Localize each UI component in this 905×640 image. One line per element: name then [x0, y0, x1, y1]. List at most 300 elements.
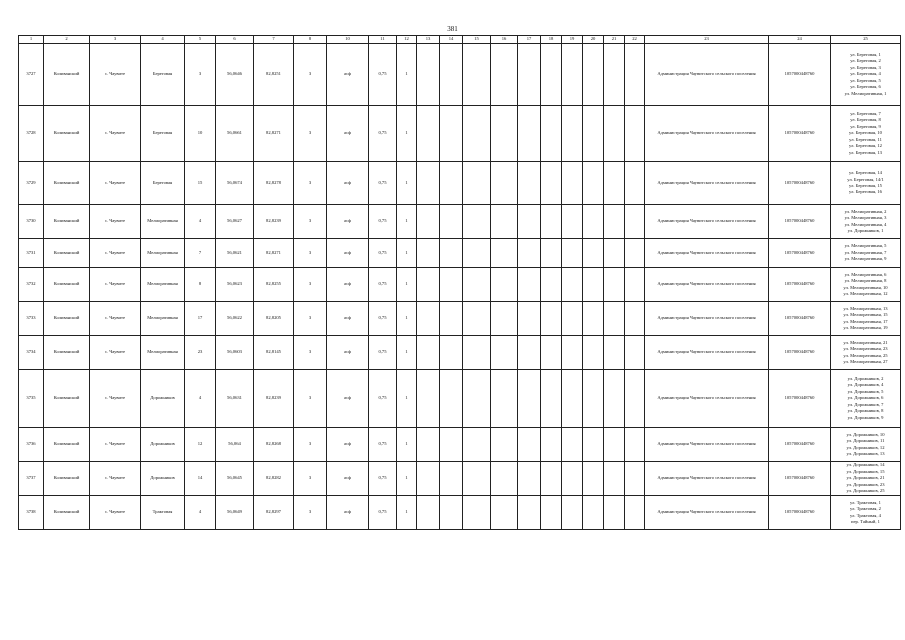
- cell-addresses: [831, 462, 901, 496]
- table-row: [19, 302, 901, 336]
- cell-empty: [417, 496, 440, 530]
- cell-house: 15: [185, 162, 216, 205]
- cell-empty: [417, 462, 440, 496]
- cell-organization: Администрация Чаувитского сельского поселения: [645, 205, 769, 239]
- cell-c8: 3: [294, 205, 327, 239]
- cell-empty: [417, 239, 440, 268]
- cell-num: 3731: [19, 239, 44, 268]
- address-line: ул. Береговая, 1: [850, 52, 881, 58]
- cell-c8: 3: [294, 370, 327, 428]
- cell-empty: [440, 106, 463, 162]
- cell-locality: с. Чаувите: [90, 44, 141, 106]
- cell-lat: 56,0646: [216, 44, 254, 106]
- cell-locality: с. Чаувите: [90, 205, 141, 239]
- table-row: [19, 496, 901, 530]
- cell-empty: [562, 496, 583, 530]
- cell-lon: 82,8251: [254, 44, 294, 106]
- column-header: 24: [769, 36, 831, 44]
- address-line: пер. Тайный, 1: [851, 518, 880, 524]
- cell-empty: [583, 239, 604, 268]
- cell-street: Береговая: [141, 162, 185, 205]
- cell-empty: [583, 268, 604, 302]
- cell-empty: [541, 428, 562, 462]
- cell-empty: [604, 336, 625, 370]
- cell-street: Береговая: [141, 44, 185, 106]
- cell-c10: асф: [327, 205, 369, 239]
- cell-c8: 3: [294, 106, 327, 162]
- address-line: ул. Береговая, 15: [849, 183, 882, 188]
- address-line: ул. Дорожников, 14: [846, 462, 885, 468]
- cell-addresses: [831, 428, 901, 462]
- cell-empty: [562, 44, 583, 106]
- column-header: 23: [645, 36, 769, 44]
- address-line: ул. Береговая, 7: [850, 111, 881, 117]
- column-header: 2: [44, 36, 90, 44]
- address-line: ул. Дорожников, 8: [847, 408, 884, 414]
- cell-empty: [518, 370, 541, 428]
- cell-c10: асф: [327, 496, 369, 530]
- address-line: ул. Дорожников, 25: [846, 488, 885, 494]
- cell-c11: 0,75: [369, 205, 397, 239]
- cell-num: 3728: [19, 106, 44, 162]
- cell-empty: [604, 239, 625, 268]
- table-row: [19, 44, 901, 106]
- cell-empty: [440, 162, 463, 205]
- column-header: 10: [327, 36, 369, 44]
- cell-organization: Администрация Чаувитского сельского поселения: [645, 496, 769, 530]
- cell-empty: [625, 205, 645, 239]
- address-line: ул. Береговая, 8: [850, 117, 881, 123]
- cell-empty: [491, 44, 518, 106]
- cell-c8: 3: [294, 302, 327, 336]
- cell-empty: [440, 239, 463, 268]
- cell-empty: [562, 302, 583, 336]
- table-row: [19, 162, 901, 205]
- cell-c11: 0,75: [369, 336, 397, 370]
- cell-empty: [518, 162, 541, 205]
- cell-num: 3730: [19, 205, 44, 239]
- cell-empty: [541, 239, 562, 268]
- column-header: 17: [518, 36, 541, 44]
- cell-locality: с. Чаувите: [90, 239, 141, 268]
- address-line: ул. Дорожников, 7: [847, 401, 884, 407]
- cell-c10: асф: [327, 162, 369, 205]
- cell-empty: [562, 268, 583, 302]
- cell-empty: [463, 370, 491, 428]
- address-line: ул. Дорожников, 4: [847, 382, 884, 388]
- cell-empty: [583, 205, 604, 239]
- cell-empty: [604, 44, 625, 106]
- cell-lat: 56,0623: [216, 268, 254, 302]
- cell-c8: 3: [294, 268, 327, 302]
- address-line: ул. Береговая, 16: [849, 189, 882, 195]
- cell-locality: с. Чаувите: [90, 336, 141, 370]
- cell-lat: 56,0645: [216, 462, 254, 496]
- cell-c8: 3: [294, 162, 327, 205]
- cell-house: 23: [185, 336, 216, 370]
- cell-district: Коливанский: [44, 162, 90, 205]
- cell-ogrn: 1057000448760: [769, 106, 831, 162]
- cell-empty: [625, 370, 645, 428]
- cell-empty: [491, 268, 518, 302]
- cell-district: Коливанский: [44, 302, 90, 336]
- cell-empty: [541, 268, 562, 302]
- cell-street: Мелиоративная: [141, 205, 185, 239]
- cell-c12: 1: [397, 162, 417, 205]
- page-number: 381: [447, 25, 458, 33]
- cell-locality: с. Чаувите: [90, 496, 141, 530]
- cell-locality: с. Чаувите: [90, 106, 141, 162]
- cell-empty: [491, 162, 518, 205]
- address-line: ул. Мелиоративная, 10: [843, 284, 888, 290]
- cell-empty: [583, 106, 604, 162]
- cell-street: Трактовая: [141, 496, 185, 530]
- cell-c12: 1: [397, 205, 417, 239]
- cell-c8: 3: [294, 44, 327, 106]
- cell-lon: 82,8255: [254, 268, 294, 302]
- cell-addresses: [831, 44, 901, 106]
- cell-addresses: [831, 496, 901, 530]
- cell-house: 14: [185, 462, 216, 496]
- cell-ogrn: 1057000448760: [769, 302, 831, 336]
- cell-empty: [463, 336, 491, 370]
- cell-locality: с. Чаувите: [90, 462, 141, 496]
- cell-empty: [562, 106, 583, 162]
- cell-c11: 0,75: [369, 106, 397, 162]
- address-line: ул. Береговая, 6: [850, 84, 881, 90]
- cell-empty: [583, 462, 604, 496]
- cell-ogrn: 1057000448760: [769, 428, 831, 462]
- cell-ogrn: 1057000448760: [769, 370, 831, 428]
- column-header: 4: [141, 36, 185, 44]
- cell-locality: с. Чаувите: [90, 428, 141, 462]
- cell-district: Коливанский: [44, 428, 90, 462]
- cell-organization: Администрация Чаувитского сельского поселения: [645, 268, 769, 302]
- table-row: [19, 205, 901, 239]
- cell-empty: [440, 205, 463, 239]
- address-line: ул. Дорожников, 12: [846, 444, 885, 450]
- cell-c10: асф: [327, 268, 369, 302]
- cell-empty: [463, 162, 491, 205]
- cell-c12: 1: [397, 428, 417, 462]
- cell-lat: 56,0622: [216, 302, 254, 336]
- cell-lon: 82,8239: [254, 205, 294, 239]
- cell-c8: 3: [294, 239, 327, 268]
- cell-organization: Администрация Чаувитского сельского поселения: [645, 462, 769, 496]
- table-row: [19, 370, 901, 428]
- table-row: [19, 239, 901, 268]
- cell-empty: [625, 496, 645, 530]
- cell-house: 4: [185, 370, 216, 428]
- address-line: ул. Мелиоративная, 9: [844, 256, 887, 262]
- cell-empty: [417, 336, 440, 370]
- cell-street: Мелиоративная: [141, 268, 185, 302]
- cell-empty: [541, 162, 562, 205]
- address-line: ул. Дорожников, 9: [847, 414, 884, 420]
- cell-c12: 1: [397, 239, 417, 268]
- cell-empty: [463, 239, 491, 268]
- address-line: ул. Дорожников, 15: [846, 468, 885, 474]
- cell-empty: [625, 462, 645, 496]
- cell-addresses: [831, 302, 901, 336]
- address-line: ул. Трактовая, 1: [850, 499, 881, 505]
- cell-empty: [604, 205, 625, 239]
- cell-empty: [541, 496, 562, 530]
- cell-empty: [518, 496, 541, 530]
- cell-empty: [417, 268, 440, 302]
- cell-lat: 56,0674: [216, 162, 254, 205]
- cell-c11: 0,75: [369, 496, 397, 530]
- column-header: 13: [417, 36, 440, 44]
- cell-empty: [440, 268, 463, 302]
- cell-num: 3732: [19, 268, 44, 302]
- address-line: ул. Дорожников, 23: [846, 481, 885, 487]
- cell-c12: 1: [397, 44, 417, 106]
- address-line: ул. Дорожников, 11: [846, 438, 885, 444]
- cell-empty: [604, 496, 625, 530]
- cell-empty: [463, 205, 491, 239]
- cell-lon: 82,8239: [254, 370, 294, 428]
- cell-empty: [440, 370, 463, 428]
- cell-organization: Администрация Чаувитского сельского поселения: [645, 44, 769, 106]
- cell-street: Дорожников: [141, 370, 185, 428]
- cell-c10: асф: [327, 302, 369, 336]
- cell-empty: [518, 268, 541, 302]
- address-line: ул. Береговая, 2: [850, 58, 881, 64]
- cell-empty: [417, 106, 440, 162]
- cell-street: Мелиоративная: [141, 239, 185, 268]
- cell-c11: 0,75: [369, 239, 397, 268]
- cell-num: 3733: [19, 302, 44, 336]
- cell-empty: [440, 44, 463, 106]
- table-row: [19, 106, 901, 162]
- cell-organization: Администрация Чаувитского сельского поселения: [645, 239, 769, 268]
- cell-num: 3729: [19, 162, 44, 205]
- column-header: 3: [90, 36, 141, 44]
- column-header: 21: [604, 36, 625, 44]
- cell-district: Коливанский: [44, 268, 90, 302]
- cell-lat: 56,0621: [216, 239, 254, 268]
- address-line: ул. Береговая, 9: [850, 123, 881, 129]
- cell-lon: 82,8271: [254, 239, 294, 268]
- cell-c12: 1: [397, 462, 417, 496]
- cell-empty: [604, 428, 625, 462]
- cell-addresses: [831, 106, 901, 162]
- cell-empty: [541, 106, 562, 162]
- cell-district: Коливанский: [44, 496, 90, 530]
- address-line: ул. Мелиоративная, 13: [843, 305, 888, 311]
- cell-ogrn: 1057000448760: [769, 268, 831, 302]
- cell-empty: [625, 239, 645, 268]
- address-line: ул. Дорожников, 2: [847, 376, 884, 382]
- address-line: ул. Береговая, 3: [850, 64, 881, 70]
- cell-house: 3: [185, 44, 216, 106]
- cell-locality: с. Чаувите: [90, 162, 141, 205]
- address-line: ул. Береговая, 5: [850, 77, 881, 83]
- cell-empty: [491, 370, 518, 428]
- address-line: ул. Мелиоративная, 19: [843, 324, 888, 330]
- cell-lon: 82,8282: [254, 462, 294, 496]
- cell-c12: 1: [397, 370, 417, 428]
- cell-empty: [518, 462, 541, 496]
- cell-empty: [562, 239, 583, 268]
- cell-num: 3736: [19, 428, 44, 462]
- cell-empty: [541, 302, 562, 336]
- cell-c10: асф: [327, 44, 369, 106]
- cell-organization: Администрация Чаувитского сельского поселения: [645, 428, 769, 462]
- registry-table: [18, 35, 901, 530]
- cell-c10: асф: [327, 336, 369, 370]
- column-header: 25: [831, 36, 901, 44]
- cell-c11: 0,75: [369, 428, 397, 462]
- address-line: ул. Береговая, 10: [849, 130, 882, 136]
- cell-lon: 82,8145: [254, 336, 294, 370]
- address-line: ул. Мелиоративная, 15: [843, 312, 888, 318]
- cell-empty: [583, 302, 604, 336]
- cell-ogrn: 1057000448760: [769, 336, 831, 370]
- cell-num: 3734: [19, 336, 44, 370]
- cell-locality: с. Чаувите: [90, 370, 141, 428]
- cell-c8: 3: [294, 496, 327, 530]
- cell-house: 4: [185, 205, 216, 239]
- cell-c12: 1: [397, 106, 417, 162]
- cell-addresses: [831, 205, 901, 239]
- cell-house: 8: [185, 268, 216, 302]
- column-header: 20: [583, 36, 604, 44]
- cell-district: Коливанский: [44, 370, 90, 428]
- column-header: 19: [562, 36, 583, 44]
- address-line: ул. Дорожников, 13: [846, 450, 885, 456]
- cell-empty: [625, 162, 645, 205]
- cell-empty: [518, 428, 541, 462]
- cell-empty: [491, 336, 518, 370]
- cell-empty: [440, 462, 463, 496]
- cell-empty: [583, 428, 604, 462]
- cell-ogrn: 1057000448760: [769, 496, 831, 530]
- cell-organization: Администрация Чаувитского сельского поселения: [645, 162, 769, 205]
- cell-street: Дорожников: [141, 462, 185, 496]
- address-line: ул. Мелиоративная, 4: [844, 221, 887, 227]
- cell-empty: [463, 106, 491, 162]
- column-header: 7: [254, 36, 294, 44]
- table-row: [19, 428, 901, 462]
- cell-empty: [562, 336, 583, 370]
- cell-empty: [440, 336, 463, 370]
- cell-empty: [463, 462, 491, 496]
- cell-empty: [583, 496, 604, 530]
- cell-empty: [417, 370, 440, 428]
- cell-empty: [583, 336, 604, 370]
- cell-empty: [417, 162, 440, 205]
- address-line: ул. Мелиоративная, 25: [843, 352, 888, 358]
- column-header: 18: [541, 36, 562, 44]
- cell-empty: [518, 302, 541, 336]
- column-header: 6: [216, 36, 254, 44]
- cell-empty: [562, 205, 583, 239]
- cell-ogrn: 1057000448760: [769, 205, 831, 239]
- cell-house: 10: [185, 106, 216, 162]
- address-line: ул. Береговая, 13: [849, 149, 882, 155]
- cell-house: 7: [185, 239, 216, 268]
- cell-ogrn: 1057000448760: [769, 44, 831, 106]
- table-row: [19, 336, 901, 370]
- cell-c8: 3: [294, 336, 327, 370]
- table-row: [19, 462, 901, 496]
- cell-empty: [518, 44, 541, 106]
- cell-c12: 1: [397, 336, 417, 370]
- cell-empty: [417, 44, 440, 106]
- cell-organization: Администрация Чаувитского сельского поселения: [645, 336, 769, 370]
- cell-empty: [491, 205, 518, 239]
- cell-locality: с. Чаувите: [90, 302, 141, 336]
- cell-c8: 3: [294, 428, 327, 462]
- cell-empty: [625, 44, 645, 106]
- address-line: ул. Дорожников, 5: [847, 388, 884, 394]
- address-line: ул. Береговая, 12: [849, 143, 882, 149]
- cell-lat: 56,0631: [216, 370, 254, 428]
- cell-num: 3727: [19, 44, 44, 106]
- cell-empty: [541, 370, 562, 428]
- cell-district: Коливанский: [44, 462, 90, 496]
- column-header: 1: [19, 36, 44, 44]
- cell-organization: Администрация Чаувитского сельского поселения: [645, 106, 769, 162]
- cell-empty: [562, 462, 583, 496]
- cell-empty: [541, 44, 562, 106]
- column-header: 15: [463, 36, 491, 44]
- cell-lon: 82,8268: [254, 428, 294, 462]
- address-line: ул. Дорожников, 21: [846, 475, 885, 481]
- cell-addresses: [831, 370, 901, 428]
- header-row: [19, 36, 901, 44]
- cell-house: 17: [185, 302, 216, 336]
- address-line: ул. Мелиоративная, 23: [843, 346, 888, 352]
- cell-lon: 82,8297: [254, 496, 294, 530]
- table-row: [19, 268, 901, 302]
- cell-ogrn: 1057000448760: [769, 162, 831, 205]
- cell-lon: 82,8205: [254, 302, 294, 336]
- column-header: 5: [185, 36, 216, 44]
- cell-empty: [562, 370, 583, 428]
- address-line: ул. Дорожников, 6: [847, 395, 884, 401]
- cell-empty: [604, 162, 625, 205]
- cell-street: Береговая: [141, 106, 185, 162]
- cell-street: Мелиоративная: [141, 336, 185, 370]
- cell-empty: [562, 162, 583, 205]
- address-line: ул. Береговая, 14: [849, 170, 882, 176]
- cell-empty: [440, 302, 463, 336]
- cell-empty: [463, 302, 491, 336]
- cell-c10: асф: [327, 239, 369, 268]
- cell-empty: [491, 239, 518, 268]
- cell-empty: [625, 106, 645, 162]
- cell-empty: [440, 428, 463, 462]
- cell-empty: [518, 336, 541, 370]
- address-line: ул. Мелиоративная, 17: [843, 318, 888, 324]
- cell-empty: [625, 428, 645, 462]
- cell-street: Мелиоративная: [141, 302, 185, 336]
- cell-num: 3735: [19, 370, 44, 428]
- address-line: ул. Мелиоративная, 6: [844, 271, 887, 277]
- cell-lat: 56,0649: [216, 496, 254, 530]
- cell-c11: 0,75: [369, 370, 397, 428]
- cell-empty: [604, 268, 625, 302]
- cell-empty: [604, 106, 625, 162]
- cell-empty: [518, 106, 541, 162]
- cell-empty: [583, 44, 604, 106]
- cell-empty: [604, 302, 625, 336]
- cell-lat: 56,0661: [216, 106, 254, 162]
- cell-c11: 0,75: [369, 44, 397, 106]
